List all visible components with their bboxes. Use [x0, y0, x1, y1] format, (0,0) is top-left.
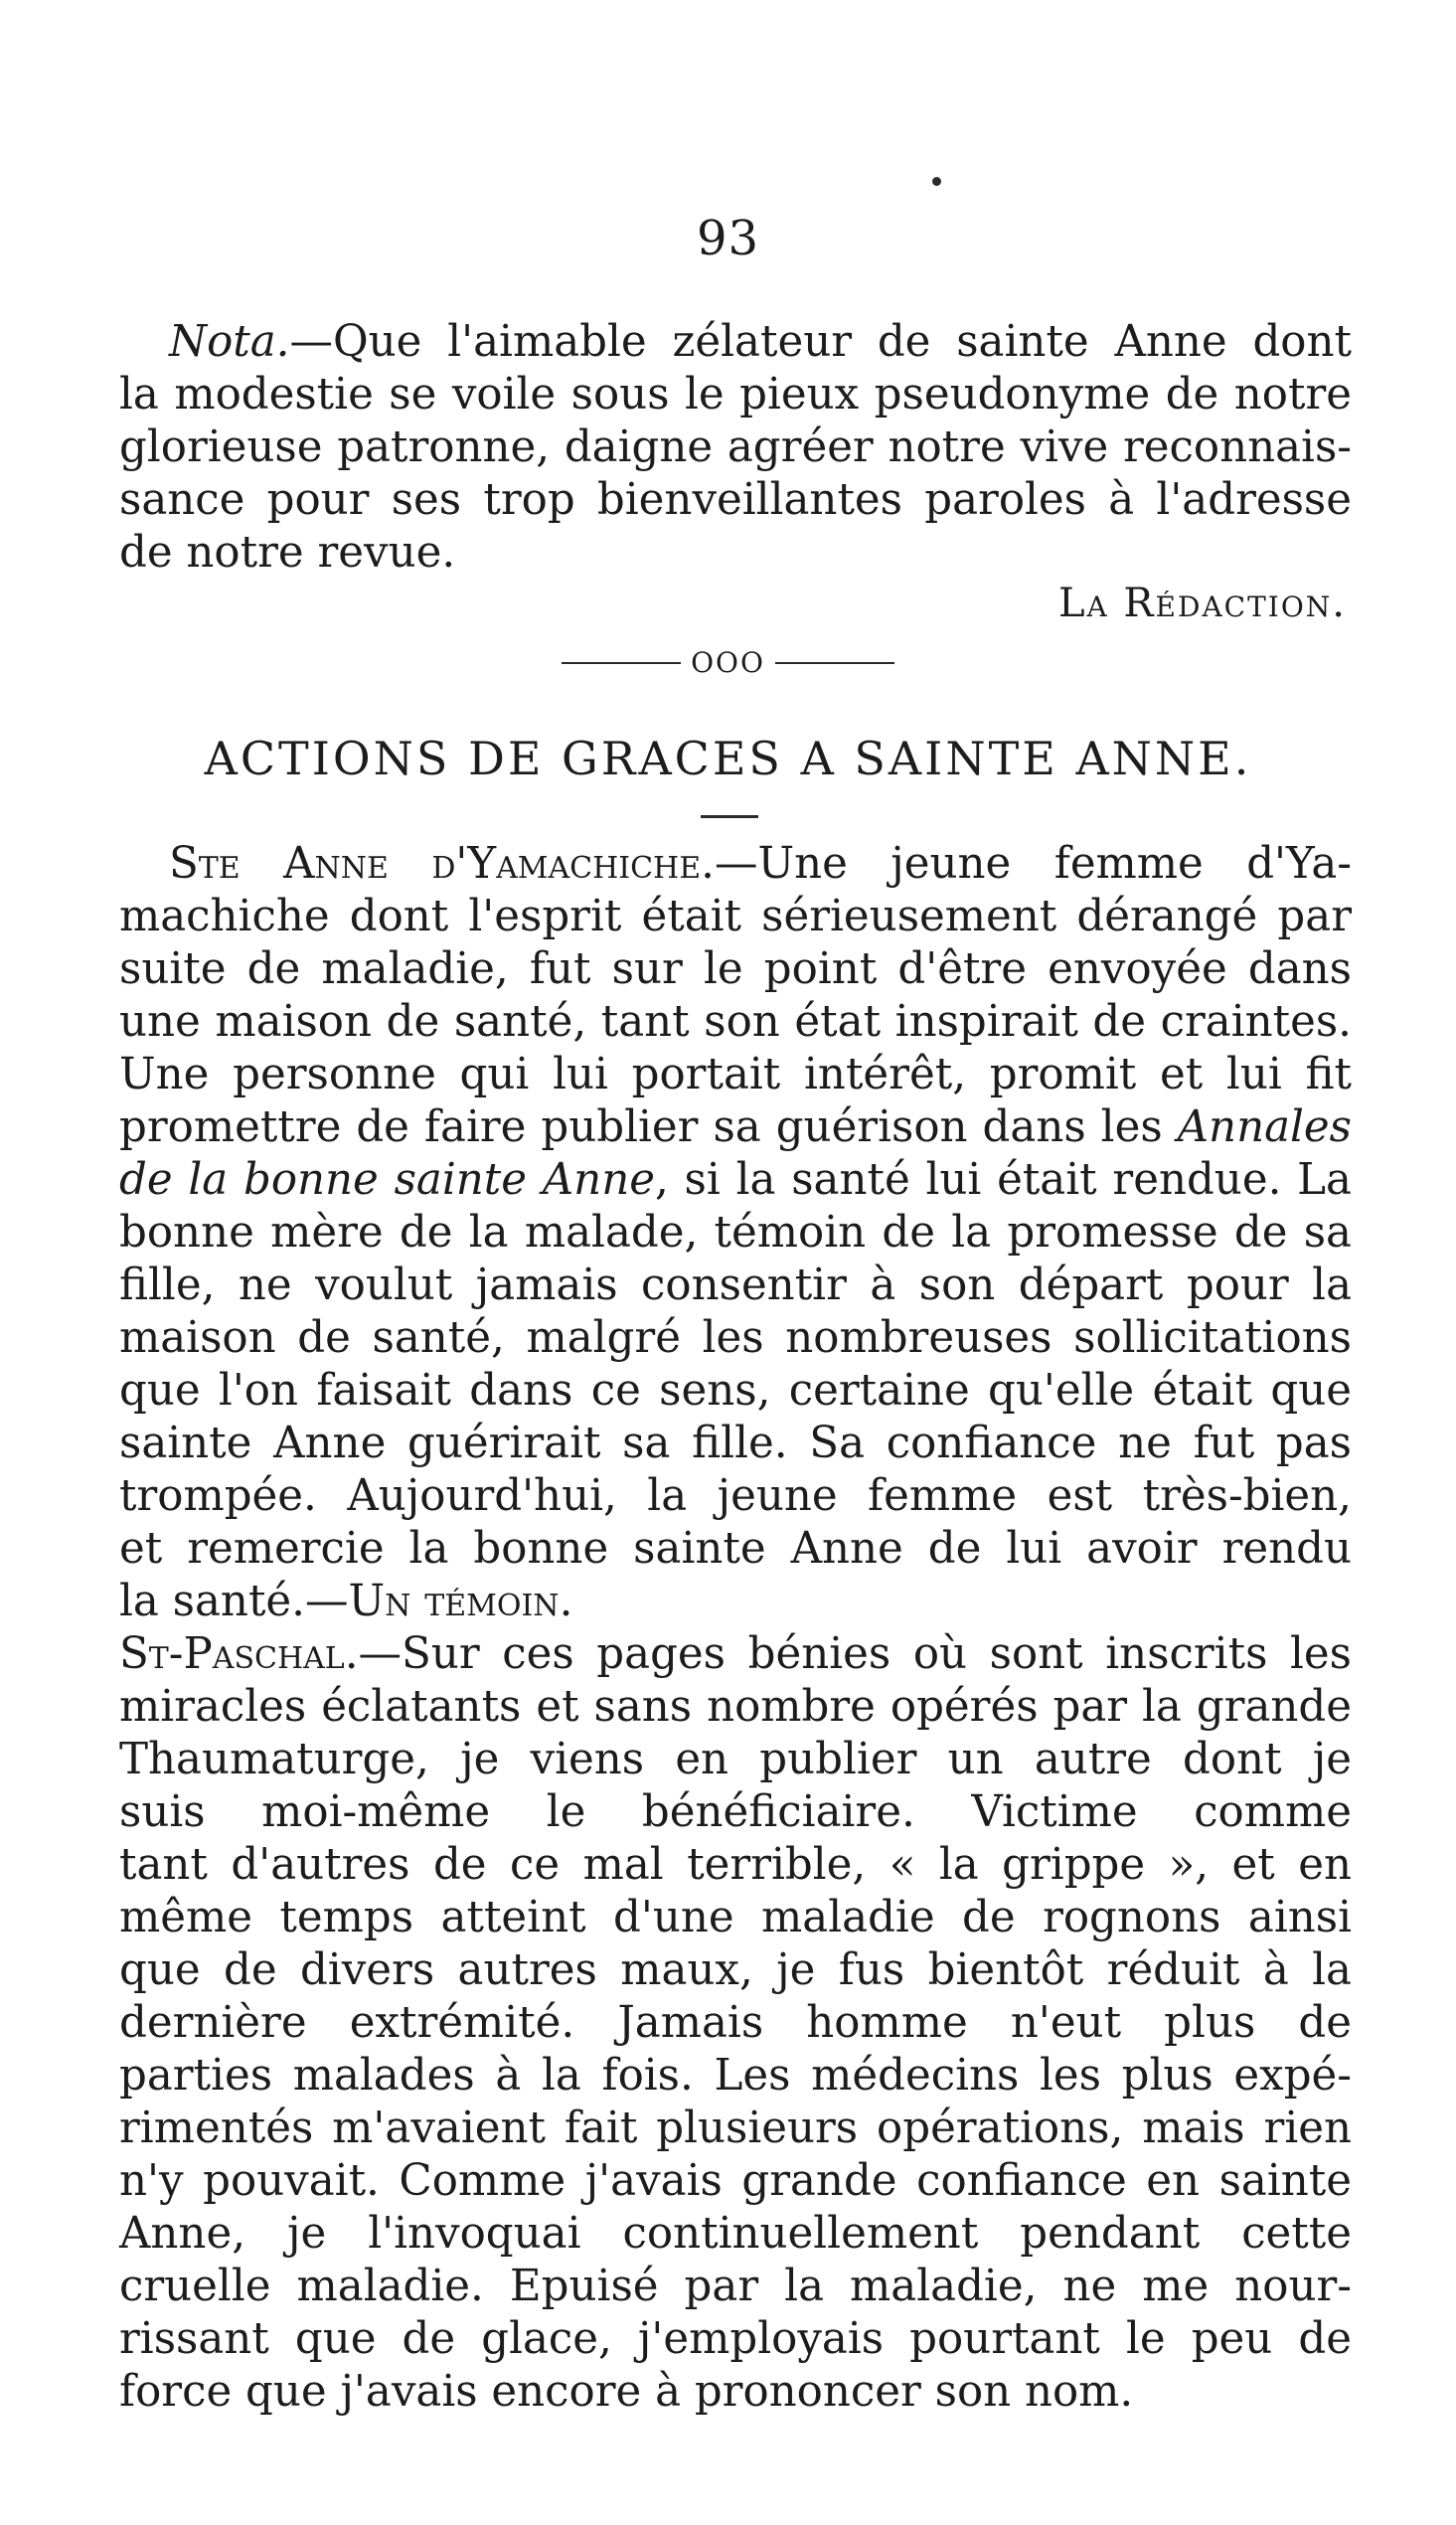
signature: La Rédaction. — [1057, 581, 1347, 626]
body-line: cruelle maladie. Epuisé par la maladie, ne me nour- — [119, 2262, 1352, 2311]
paragraph-st-paschal — [119, 1628, 1352, 2419]
body-line: parties malades à la fois. Les médecins les plus expé- — [119, 2051, 1352, 2101]
body-line: rimentés m'avaient fait plusieurs opérations, mais rien — [119, 2104, 1352, 2153]
nota-line: de notre revue. — [119, 528, 456, 578]
body-line: tant d'autres de ce mal terrible, « la grippe », et en — [119, 1840, 1352, 1890]
body-line: miracles éclatants et sans nombre opérés par la grande — [119, 1682, 1352, 1732]
body-line: dernière extrémité. Jamais homme n'eut plus de — [119, 1998, 1352, 2048]
separator-rule-left — [562, 662, 681, 664]
heading-rule — [701, 815, 758, 818]
body-line: Thaumaturge, je viens en publier un autre dont je — [119, 1735, 1352, 1784]
body-line: même temps atteint d'une maladie de rognons ainsi — [119, 1893, 1352, 1942]
body-line: Une personne qui lui portait intérêt, promit et lui fit — [119, 1050, 1352, 1099]
body-line: fille, ne voulut jamais consentir à son départ pour la — [119, 1261, 1352, 1310]
body-line: trompée. Aujourd'hui, la jeune femme est très-bien, — [119, 1471, 1352, 1521]
separator-rule-right — [775, 662, 894, 664]
paragraph-yamachiche — [119, 838, 1352, 1628]
page-number: 93 — [696, 211, 760, 266]
nota-line: sance pour ses trop bienveillantes paroles à l'adresse — [119, 475, 1352, 525]
body-line: suis moi-même le bénéficiaire. Victime comme — [119, 1787, 1352, 1837]
nota-line: glorieuse patronne, daigne agréer notre vive reconnais- — [119, 422, 1352, 472]
nota-line: la modestie se voile sous le pieux pseudonyme de notre — [119, 370, 1352, 420]
body-line: rissant que de glace, j'employais pourtant le peu de — [119, 2314, 1352, 2364]
body-line: Anne, je l'invoquai continuellement pendant cette — [119, 2209, 1352, 2259]
nota-paragraph — [119, 316, 1352, 580]
body-line: force que j'avais encore à prononcer son nom. — [119, 2367, 1134, 2417]
body-line: St-Paschal.—Sur ces pages bénies où sont inscrits les — [119, 1629, 1352, 1679]
body-line: que de divers autres maux, je fus bientôt réduit à la — [119, 1945, 1352, 1995]
nota-line: Nota.—Que l'aimable zélateur de sainte Anne dont — [169, 317, 1352, 367]
body-line: Ste Anne d'Yamachiche.—Une jeune femme d'Ya- — [169, 839, 1352, 889]
body-line: une maison de santé, tant son état inspirait de craintes. — [119, 997, 1352, 1047]
body-line: et remercie la bonne sainte Anne de lui avoir rendu — [119, 1524, 1352, 1574]
body-line: suite de maladie, fut sur le point d'être envoyée dans — [119, 944, 1352, 994]
ink-speck — [932, 177, 941, 186]
body-line: la santé.—Un témoin. — [119, 1577, 573, 1626]
section-heading: ACTIONS DE GRACES A SAINTE ANNE. — [204, 732, 1252, 785]
body-line: promettre de faire publier sa guérison dans les Annales — [119, 1102, 1352, 1152]
body-line: bonne mère de la malade, témoin de la promesse de sa — [119, 1208, 1352, 1258]
separator-ornament: OOO — [691, 646, 765, 679]
body-line: maison de santé, malgré les nombreuses sollicitations — [119, 1313, 1352, 1363]
body-text — [119, 838, 1352, 2419]
body-line: de la bonne sainte Anne, si la santé lui était rendue. La — [119, 1155, 1352, 1205]
body-line: n'y pouvait. Comme j'avais grande confiance en sainte — [119, 2156, 1352, 2206]
body-line: que l'on faisait dans ce sens, certaine qu'elle était que — [119, 1366, 1352, 1416]
body-line: sainte Anne guérirait sa fille. Sa confiance ne fut pas — [119, 1419, 1352, 1468]
section-separator — [0, 648, 1456, 678]
body-line: machiche dont l'esprit était sérieusement dérangé par — [119, 892, 1352, 941]
